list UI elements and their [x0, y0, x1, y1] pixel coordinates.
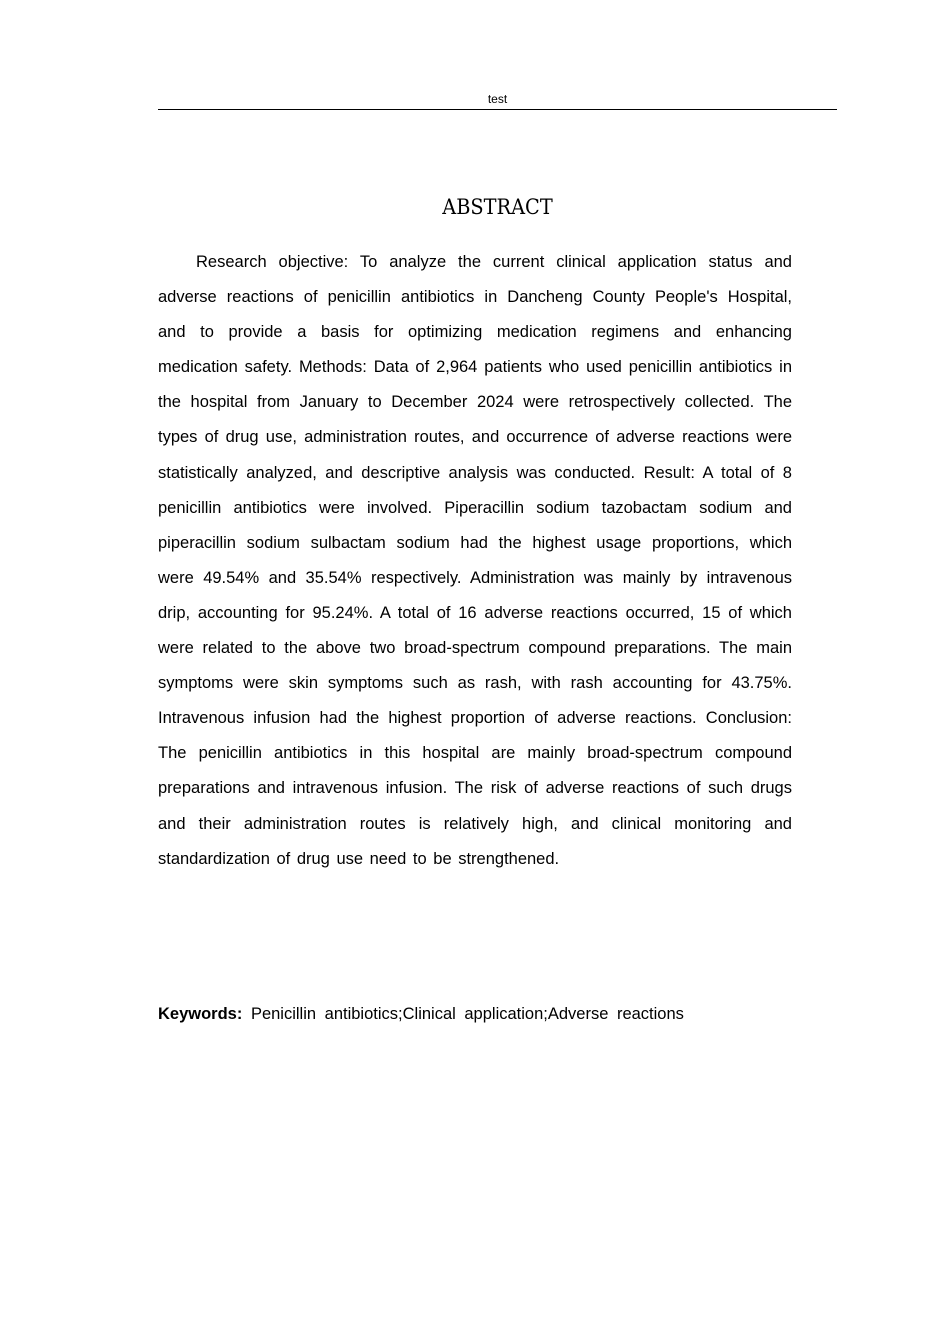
keywords-label: Keywords:: [158, 1005, 243, 1023]
page-header: [158, 91, 837, 110]
keywords-text: Penicillin antibiotics;Clinical application;Adverse reactions: [250, 1005, 684, 1023]
header-text: test: [487, 92, 508, 106]
abstract-body: Research objective: To analyze the current clinical application status and adverse reactions of penicillin antibiotics in Dancheng County People's Hospital, and to provide a basis for optimizing medication regimens and enhancing medication safety. Methods: Data of 2,964 patients who used penicillin antibiotics in the hospital from January to December 2024 were retrospectively collected. The types of drug use, administration routes, and occurrence of adverse reactions were statistically analyzed, and descriptive analysis was conducted. Result: A total of 8 penicillin antibiotics were involved. Piperacillin sodium tazobactam sodium and piperacillin sodium sulbactam sodium had the highest usage proportions, which were 49.54% and 35.54% respectively. Administration was mainly by intravenous drip, accounting for 95.24%. A total of 16 adverse reactions occurred, 15 of which were related to the above two broad-spectrum compound preparations. The main symptoms were skin symptoms such as rash, with rash accounting for 43.75%. Intravenous infusion had the highest proportion of adverse reactions. Conclusion: The penicillin antibiotics in this hospital are mainly broad-spectrum compound preparations and intravenous infusion. The risk of adverse reactions of such drugs and their administration routes is relatively high, and clinical monitoring and standardization of drug use need to be strengthened.: [158, 253, 792, 868]
keywords-line: [158, 1000, 837, 1028]
abstract-title: ABSTRACT: [442, 195, 553, 219]
